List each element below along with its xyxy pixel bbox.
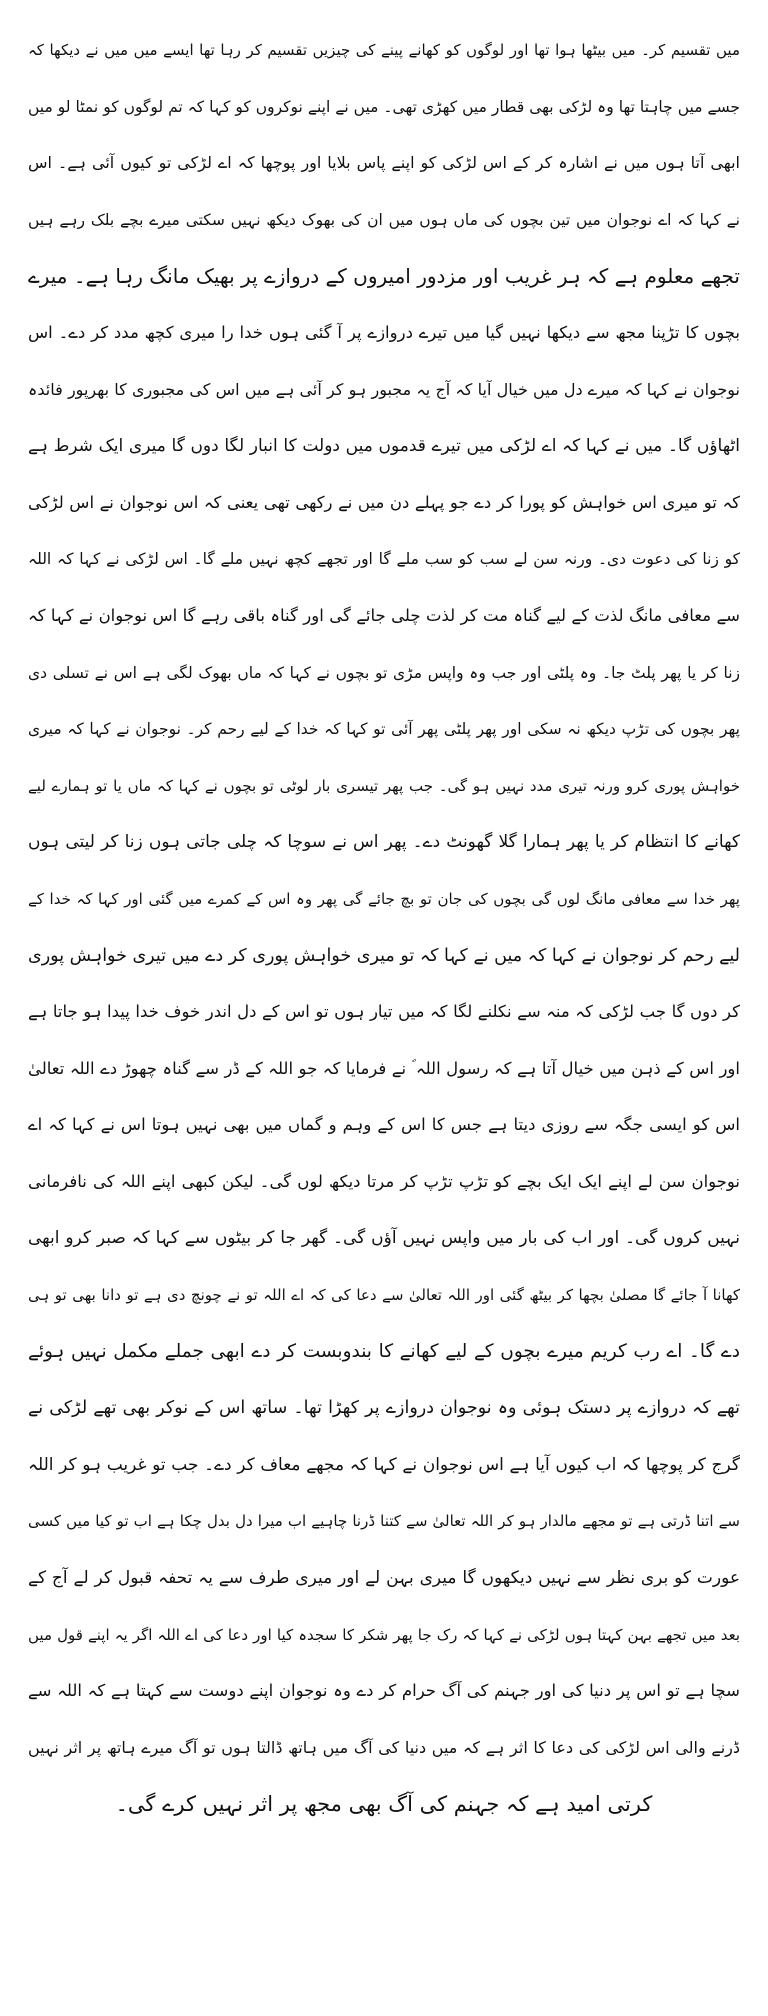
text-line: نوجوان سن لے اپنے ایک ایک بچے کو تڑپ تڑپ کر مرتا دیکھ لوں گی۔ لیکن کبھی اپنے اللہ کی نافرمانی <box>28 1171 740 1191</box>
text-line: نے کہا کہ اے نوجوان میں تین بچوں کی ماں ہوں میں ان کی بھوک دیکھ نہیں سکتی میرے بچے بلک رہے ہیں <box>28 210 740 229</box>
text-line: کہ تو میری اس خواہش کو پورا کر دے جو پہلے دن میں نے رکھی تھی یعنی کہ اس نوجوان نے اس لڑکی <box>28 492 740 512</box>
text-line: سے اتنا ڈرتی ہے تو مجھے مالدار ہو کر اللہ تعالیٰ سے کتنا ڈرنا چاہیے اب میرا دل بدل چکا ہے اب تو کیا میں کسی <box>28 1512 740 1531</box>
text-line: اٹھاؤں گا۔ میں نے کہا کہ اے لڑکی میں تیرے قدموں میں دولت کا انبار لگا دوں گا میری ایک شرط ہے <box>28 436 740 457</box>
text-line: جسے میں چاہتا تھا وہ لڑکی بھی قطار میں کھڑی تھی۔ میں نے اپنے نوکروں کو کہا کہ تم لوگوں کو نمٹا لو میں <box>28 97 740 116</box>
text-line: بچوں کا تڑپنا مجھ سے دیکھا نہیں گیا میں تیرے دروازے پر آ گئی ہوں خدا را میری کچھ مدد کر دے۔ اس <box>28 322 740 342</box>
text-line: ابھی آتا ہوں میں نے اشارہ کر کے اس لڑکی کو اپنے پاس بلایا اور پوچھا کہ اے لڑکی تو کیوں آئی ہے۔ اس <box>28 153 740 173</box>
text-line: تجھے معلوم ہے کہ ہر غریب اور مزدور امیروں کے دروازے پر بھیک مانگ رہا ہے۔ میرے <box>28 264 740 289</box>
text-line: خواہش پوری کرو ورنہ تیری مدد نہیں ہو گی۔ جب پھر تیسری بار لوٹی تو بچوں نے کہا کہ ماں یا تو ہمارے لیے <box>28 776 740 795</box>
text-line: کھانا آ جائے گا مصلیٰ بچھا کر بیٹھ گئی اور اللہ تعالیٰ سے دعا کی کہ اے اللہ تو نے چونچ دی ہے تو دانا بھی تو ہی <box>28 1286 740 1305</box>
text-line: میں تقسیم کر۔ میں بیٹھا ہوا تھا اور لوگوں کو کھانے پینے کی چیزیں تقسیم کر رہا تھا ایسے میں میں نے دیکھا کہ <box>28 41 740 59</box>
text-line: سے معافی مانگ لذت کے لیے گناہ مت کر لذت چلی جائے گی اور گناہ باقی رہے گا اس نوجوان نے کہا کہ <box>28 605 740 625</box>
text-line: تھے کہ دروازے پر دستک ہوئی وہ نوجوان دروازے پر کھڑا تھا۔ ساتھ اس کے نوکر بھی تھے لڑکی نے <box>28 1398 740 1419</box>
text-line: کرتی امید ہے کہ جہنم کی آگ بھی مجھ پر اثر نہیں کرے گی۔ <box>115 1792 653 1817</box>
text-line: نہیں کروں گی۔ اور اب کی بار میں واپس نہیں آؤں گی۔ گھر جا کر بیٹوں سے کہا کہ صبر کرو ابھی <box>28 1228 740 1249</box>
text-line: عورت کو بری نظر سے نہیں دیکھوں گا میری بہن لے اور میری طرف سے یہ تحفہ قبول کر لے آج کے <box>28 1568 740 1589</box>
text-line: اس کو ایسی جگہ سے روزی دیتا ہے جس کا اس کے وہم و گماں میں بھی نہیں ہوتا اس نے کہا کہ اے <box>28 1115 740 1135</box>
text-line: نوجوان نے کہا کہ میرے دل میں خیال آیا کہ آج یہ مجبور ہو کر آئی ہے میں اس کی مجبوری کا بھرپور فائدہ <box>28 379 740 399</box>
text-line: بعد میں تجھے بہن کہتا ہوں لڑکی نے کہا کہ رک جا پھر شکر کا سجدہ کیا اور دعا کی اے اللہ اگر یہ اپنے قول میں <box>28 1625 740 1644</box>
text-line: گرج کر پوچھا کہ اب کیوں آیا ہے اس نوجوان نے کہا کہ مجھے معاف کر دے۔ جب تو غریب ہو کر اللہ <box>28 1454 740 1475</box>
text-line: اور اس کے ذہن میں خیال آتا ہے کہ رسول اللہ ؐ نے فرمایا کہ جو اللہ کے ڈر سے گناہ چھوڑ دے اللہ تعالیٰ <box>28 1058 740 1078</box>
text-line: پھر خدا سے معافی مانگ لوں گی بچوں کی جان تو بچ جائے گی پھر وہ اس کے کمرے میں گئی اور کہا کہ خدا کے <box>28 889 740 908</box>
text-line: پھر بچوں کی تڑپ دیکھ نہ سکی اور پھر پلٹی پھر آئی تو کہا کہ خدا کے لیے رحم کر۔ نوجوان نے کہا کہ میری <box>28 720 740 739</box>
text-line: کو زنا کی دعوت دی۔ ورنہ سن لے سب کو سب ملے گا اور تجھے کچھ نہیں ملے گا۔ اس لڑکی نے کہا کہ اللہ <box>28 550 740 569</box>
text-line: لیے رحم کر نوجوان نے کہا کہ میں نے کہا کہ تو میری خواہش پوری کر دے میں تیری خواہش پوری <box>28 945 740 966</box>
text-line: زنا کر یا پھر پلٹ جا۔ وہ پلٹی اور جب وہ واپس مڑی تو بچوں نے کہا کہ ماں بھوک لگی ہے اس نے تسلی دی <box>28 663 740 682</box>
article-body <box>28 22 740 1833</box>
text-line: دے گا۔ اے رب کریم میرے بچوں کے لیے کھانے کا بندوبست کر دے ابھی جملے مکمل نہیں ہوئے <box>28 1340 740 1362</box>
text-line: ڈرنے والی اس لڑکی کی دعا کا اثر ہے کہ میں دنیا کی آگ میں ہاتھ ڈالتا ہوں تو آگ میرے ہاتھ پر اثر نہیں <box>28 1737 740 1757</box>
text-line: سچا ہے تو اس پر دنیا کی اور جہنم کی آگ حرام کر دے وہ نوجوان اپنے دوست سے کہتا ہے کہ اللہ سے <box>28 1681 740 1701</box>
text-line: کر دوں گا جب لڑکی کہ منہ سے نکلنے لگا کہ میں تیار ہوں تو اس کے دل اندر خوف خدا پیدا ہو جاتا ہے <box>28 1002 740 1022</box>
text-line: کھانے کا انتظام کر یا پھر ہمارا گلا گھونٹ دے۔ پھر اس نے سوچا کہ چلی جاتی ہوں زنا کر لیتی ہوں <box>28 832 740 853</box>
